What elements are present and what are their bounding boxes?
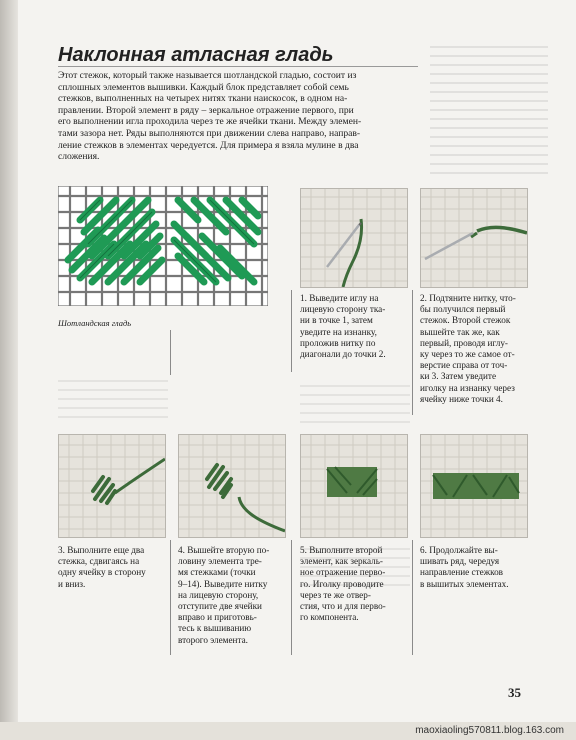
step-5-photo (300, 434, 408, 538)
step-6-text (420, 545, 526, 590)
step-line: 2. Подтяните нитку, что- (420, 293, 516, 303)
step-line: го компонента. (300, 612, 359, 623)
section-heading: Наклонная атласная гладь (58, 44, 334, 66)
intro-line: ление стежков в элементах чередуется. Для примера я взяла мулине в два (58, 139, 359, 151)
step-6-photo (420, 434, 528, 538)
step-3-divider (170, 540, 171, 655)
step-2-photo (420, 188, 528, 288)
intro-line: сплошных элементов вышивки. Каждый блок представляет собой семь (58, 81, 349, 93)
step-line: тесь к вышиванию (178, 623, 252, 634)
step-4-divider (291, 540, 292, 655)
step-line: лицевую сторону тка- (300, 304, 386, 315)
heading-rule (58, 66, 418, 67)
step-1-photo (300, 188, 408, 288)
step-line: через те же отвер- (300, 589, 371, 600)
step-line: 4. Вышейте вторую по- (178, 545, 270, 555)
step-5-divider (412, 540, 413, 655)
step-line: на лицевую сторону, (178, 589, 259, 600)
step-line: проложив нитку по (300, 337, 376, 348)
intro-line: его выполнении игла проходила через те же ячейки ткани. Между элемен- (58, 116, 362, 128)
step-line: ни в точке 1, затем (300, 315, 373, 326)
step-line: элемент, как зеркаль- (300, 556, 383, 567)
step-line: ное отражение перво- (300, 567, 386, 578)
step-line: 5. Выполните второй (300, 545, 383, 555)
step-line: иголку на изнанку через (420, 382, 515, 393)
step-line: ловину элемента тре- (178, 556, 262, 567)
step-4-text (178, 545, 284, 646)
step-3-text (58, 545, 162, 590)
step-5-text (300, 545, 404, 623)
step-line: 9–14). Выведите нитку (178, 578, 268, 589)
step-line: 1. Выведите иглу на (300, 293, 379, 303)
intro-paragraph (58, 70, 418, 163)
step-line: стежка, сдвигаясь на (58, 556, 140, 567)
stitch-diagram (58, 186, 268, 306)
step-line: 6. Продолжайте вы- (420, 545, 498, 555)
intro-line: тами зазора нет. Ряды выполняются при движении слева направо, направ- (58, 127, 361, 139)
step-line: ки 3. Затем уведите (420, 371, 497, 382)
step-line: ку через то же самое от- (420, 349, 515, 360)
step-line: второго элемента. (178, 634, 248, 645)
step-3-photo (58, 434, 166, 538)
step-line: первый, проводя иглу- (420, 337, 508, 348)
intro-line: Этот стежок, который также называется шотландской гладью, состоит из (58, 70, 357, 81)
step-line: шивать ряд, чередуя (420, 556, 500, 567)
step-line: и вниз. (58, 578, 86, 589)
step-1-divider (291, 290, 292, 372)
step-2-divider (412, 290, 413, 415)
step-line: ячейку ниже точки 4. (420, 393, 503, 404)
step-line: го. Иголку проводите (300, 578, 384, 589)
step-line: одну ячейку в сторону (58, 567, 146, 578)
step-line: верстие справа от точ- (420, 360, 508, 371)
step-line: бы получился первый (420, 304, 506, 315)
stitch-diagram-svg (58, 186, 268, 306)
step-line: мя стежками (точки (178, 567, 256, 578)
step-line: в вышитых элементах. (420, 578, 509, 589)
page-number: 35 (508, 685, 521, 700)
step-line: стия, что и для перво- (300, 601, 386, 612)
book-spine-shadow (0, 0, 18, 740)
diagram-caption: Шотландская гладь (58, 318, 132, 328)
step-line: уведите на изнанку, (300, 326, 377, 337)
step-line: диагонали до точки 2. (300, 349, 386, 360)
step-line: 3. Выполните еще два (58, 545, 145, 555)
step-line: вправо и приготовь- (178, 612, 257, 623)
step-line: отступите две ячейки (178, 601, 262, 612)
step-4-photo (178, 434, 286, 538)
step-line: направление стежков (420, 567, 503, 578)
bleed-through-text (58, 380, 168, 420)
intro-line: сложения. (58, 151, 100, 163)
intro-line: правлении. Второй элемент в ряду – зеркальное отражение первого, при (58, 104, 354, 116)
step-2-text (420, 293, 530, 405)
caption-divider (170, 330, 171, 375)
step-1-text (300, 293, 406, 360)
bleed-through-text (300, 385, 410, 425)
bleed-through-text (430, 46, 548, 176)
step-line: стежок. Второй стежок (420, 315, 511, 326)
step-line: вышейте так же, как (420, 326, 500, 337)
watermark-url: maoxiaoling570811.blog.163.com (415, 725, 564, 736)
intro-line: стежков, выполненных на четырех нитях ткани наискосок, в одном на- (58, 93, 348, 105)
